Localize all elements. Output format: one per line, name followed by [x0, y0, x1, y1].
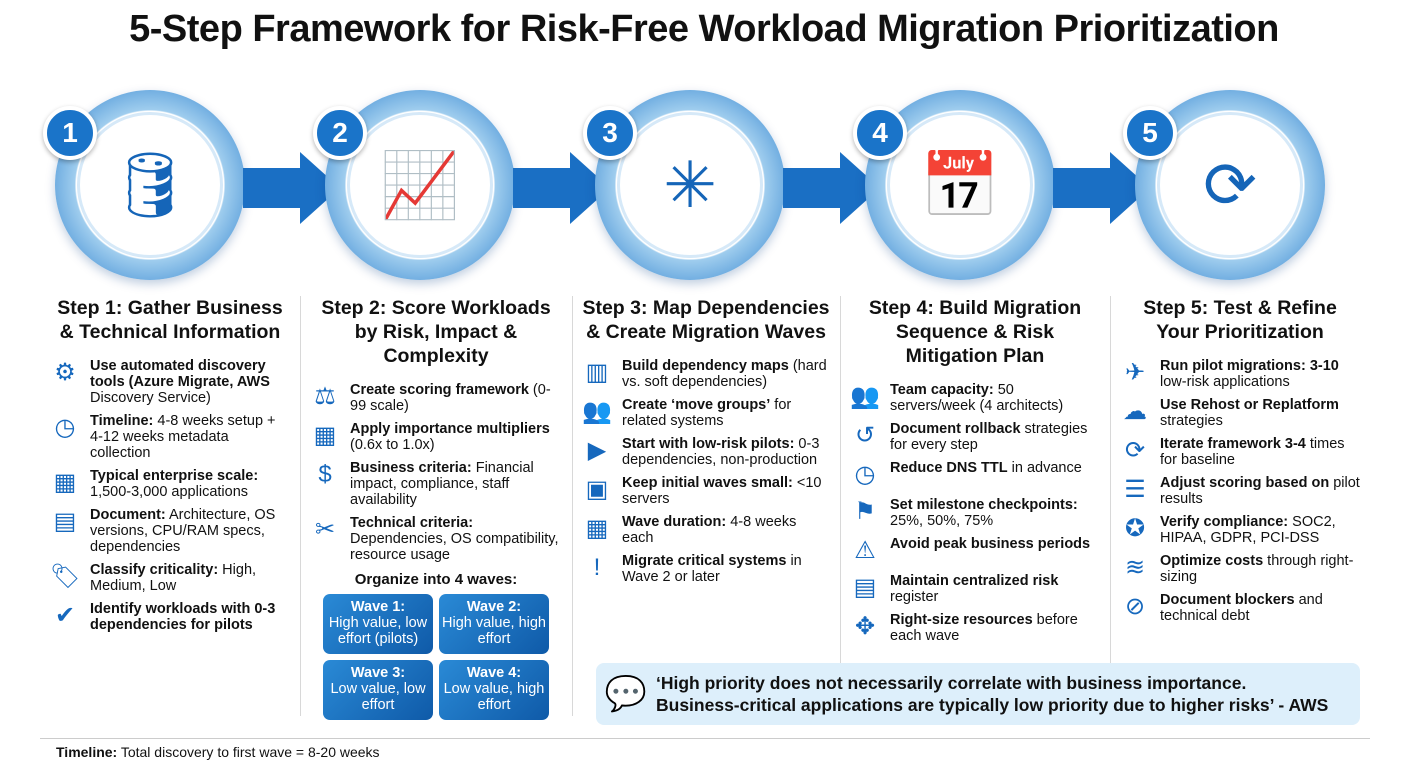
- step-number-badge: 5: [1123, 106, 1177, 160]
- item-bold: Adjust scoring based on: [1160, 475, 1330, 491]
- list-item: [310, 382, 562, 414]
- step-arrow-shaft: [513, 168, 573, 208]
- step-1-column: [40, 296, 300, 640]
- table-icon: ▦: [53, 469, 77, 496]
- list-item: [1120, 397, 1360, 429]
- calendar-shield-icon: 📅: [887, 112, 1033, 258]
- step-5-column: [1110, 296, 1370, 631]
- register-icon: ▤: [853, 574, 877, 601]
- group-icon: 👥: [582, 398, 612, 425]
- item-text: 4-8 weeks each: [622, 514, 797, 546]
- footer-timeline: [56, 744, 380, 760]
- item-text: times for baseline: [1160, 436, 1345, 468]
- item-bold: Timeline:: [90, 413, 154, 429]
- step-number-badge: 4: [853, 106, 907, 160]
- gear-icon: ⚙: [54, 359, 76, 386]
- item-bold: Migrate critical systems: [622, 553, 787, 569]
- item-bold: Document blockers: [1160, 592, 1295, 608]
- list-item: [310, 460, 562, 508]
- sliders-icon: ☰: [1124, 476, 1146, 503]
- list-item: [50, 413, 290, 461]
- item-text: 50 servers/week (4 architects): [890, 382, 1064, 414]
- item-text: Financial impact, compliance, staff availability: [350, 460, 534, 508]
- coins-icon: ≋: [1124, 554, 1146, 581]
- footer-text: Total discovery to first wave = 8-20 weeks: [117, 744, 380, 760]
- list-item: [850, 382, 1100, 414]
- wave-4-card: [439, 660, 549, 720]
- wave-label: Wave 2:: [466, 599, 522, 615]
- item-bold: Create scoring framework: [350, 382, 529, 398]
- step-2-circle: [325, 90, 525, 280]
- item-bold: Use automated discovery tools (Azure Migrate, AWS: [90, 358, 270, 390]
- chart-clipboard-icon: 📈: [347, 112, 493, 258]
- item-bold: Iterate framework 3-4: [1160, 436, 1306, 452]
- list-item: [1120, 514, 1360, 546]
- quote-line-1: ‘High priority does not necessarily correlate with business importance.: [656, 673, 1247, 693]
- step-heading: Step 4: Build Migration Sequence & Risk Mitigation Plan: [868, 297, 1082, 367]
- item-bold: Reduce DNS TTL: [890, 460, 1008, 476]
- item-text: 25%, 50%, 75%: [890, 513, 994, 529]
- calculator-icon: ▦: [313, 422, 337, 449]
- list-item: [50, 507, 290, 555]
- item-text: <10 servers: [622, 475, 822, 507]
- list-item: [582, 514, 830, 546]
- item-bold: Optimize costs: [1160, 553, 1264, 569]
- item-text: strategies: [1160, 413, 1223, 429]
- wave-desc: High value, high effort: [442, 615, 546, 647]
- footer-divider: [40, 738, 1370, 739]
- column-divider: [1110, 296, 1111, 716]
- check-circle-icon: ✔: [54, 602, 76, 629]
- list-item: [1120, 553, 1360, 585]
- list-item: [582, 436, 830, 468]
- undo-icon: ↺: [854, 422, 876, 449]
- wave-2-card: [439, 594, 549, 654]
- item-bold: Business criteria:: [350, 460, 472, 476]
- calendar-icon: ▦: [585, 515, 609, 542]
- item-text: through right-sizing: [1160, 553, 1354, 585]
- step-5-circle: [1135, 90, 1335, 280]
- document-icon: ▤: [53, 508, 77, 535]
- item-bold: Avoid peak business periods: [890, 536, 1091, 552]
- column-divider: [840, 296, 841, 716]
- item-text: strategies for every step: [890, 421, 1088, 453]
- list-item: [50, 468, 290, 500]
- item-bold: Verify compliance:: [1160, 514, 1289, 530]
- chat-icon: 💬: [604, 675, 648, 713]
- list-item: [582, 475, 830, 507]
- badge-icon: ✪: [1124, 515, 1146, 542]
- tools-icon: ✂: [314, 516, 336, 543]
- item-text: 4-8 weeks setup + 4-12 weeks metadata collection: [90, 413, 276, 461]
- list-item: [582, 358, 830, 390]
- refresh-icon: ⟳: [1157, 112, 1303, 258]
- item-bold: Apply importance multipliers: [350, 421, 550, 437]
- step-number-badge: 1: [43, 106, 97, 160]
- step-4-column: [840, 296, 1110, 651]
- cloud-upload-icon: ☁: [1123, 398, 1147, 425]
- item-text: High, Medium, Low: [90, 562, 257, 594]
- step-heading: Step 2: Score Workloads by Risk, Impact & Complexity: [321, 297, 551, 367]
- item-text: and technical debt: [1160, 592, 1323, 624]
- item-bold: Technical criteria:: [350, 515, 474, 531]
- list-item: [310, 421, 562, 453]
- item-text: low-risk applications: [1160, 374, 1290, 390]
- item-text: (hard vs. soft dependencies): [622, 358, 827, 390]
- item-text: Dependencies, OS compatibility, resource usage: [350, 531, 559, 563]
- step-3-circle: [595, 90, 795, 280]
- dollar-icon: $: [318, 461, 332, 488]
- item-text: in Wave 2 or later: [622, 553, 802, 585]
- clock-icon: ◷: [54, 414, 76, 441]
- step-arrow-shaft: [1053, 168, 1113, 208]
- quote-line-2: Business-critical applications are typically low priority due to higher risks’ - AWS: [656, 695, 1329, 715]
- step-number-badge: 2: [313, 106, 367, 160]
- column-divider: [300, 296, 301, 716]
- ban-icon: ⊘: [1124, 593, 1146, 620]
- list-item: [582, 397, 830, 429]
- item-text: before each wave: [890, 612, 1078, 644]
- item-bold: Use Rehost or Replatform: [1160, 397, 1339, 413]
- item-bold: Build dependency maps: [622, 358, 789, 374]
- wave-desc: High value, low effort (pilots): [328, 615, 428, 647]
- list-item: [582, 553, 830, 585]
- step-4-circle: [865, 90, 1065, 280]
- box-icon: ▣: [585, 476, 609, 503]
- step-3-column: [572, 296, 840, 592]
- scale-icon: ⚖: [314, 383, 336, 410]
- wave-label: Wave 1:: [350, 599, 406, 615]
- item-text: (0.6x to 1.0x): [350, 437, 435, 453]
- step-2-column: [300, 296, 572, 720]
- step-arrow-shaft: [243, 168, 303, 208]
- item-bold: Right-size resources: [890, 612, 1033, 628]
- waves-title: Organize into 4 waves:: [354, 571, 518, 588]
- wave-desc: Low value, low effort: [330, 681, 426, 713]
- list-item: [1120, 358, 1360, 390]
- clock-icon: ◷: [854, 461, 876, 488]
- aws-quote-box: [596, 663, 1360, 725]
- list-item: [850, 460, 1100, 490]
- item-text: (0-99 scale): [350, 382, 551, 414]
- item-bold: Classify criticality:: [90, 562, 219, 578]
- item-text: 1,500-3,000 applications: [90, 484, 249, 500]
- wave-1-card: [323, 594, 433, 654]
- list-item: [850, 497, 1100, 529]
- list-item: [1120, 475, 1360, 507]
- item-bold: Typical enterprise scale:: [90, 468, 259, 484]
- step-number-badge: 3: [583, 106, 637, 160]
- step-heading: Step 1: Gather Business & Technical Information: [57, 297, 283, 343]
- item-text: 0-3 dependencies, non-production: [622, 436, 820, 468]
- plane-icon: ✈: [1124, 359, 1146, 386]
- item-bold: Set milestone checkpoints:: [890, 497, 1078, 513]
- item-bold: Wave duration:: [622, 514, 727, 530]
- item-text: in advance: [1007, 460, 1082, 476]
- team-icon: 👥: [850, 383, 880, 410]
- item-bold: Team capacity:: [890, 382, 994, 398]
- warning-icon: ⚠: [854, 537, 876, 564]
- item-bold: Maintain centralized risk: [890, 573, 1059, 589]
- item-text: SOC2, HIPAA, GDPR, PCI-DSS: [1160, 514, 1336, 546]
- list-item: [1120, 436, 1360, 468]
- item-bold: Document:: [90, 507, 166, 523]
- network-icon: ✳: [617, 112, 763, 258]
- item-text: Discovery Service): [90, 390, 211, 406]
- step-arrow-shaft: [783, 168, 843, 208]
- list-item: [850, 612, 1100, 644]
- footer-label: Timeline:: [56, 744, 118, 760]
- list-item: [1120, 592, 1360, 624]
- list-item: [850, 536, 1100, 566]
- list-item: [850, 573, 1100, 605]
- list-item: [310, 515, 562, 563]
- flag-icon: ⚑: [854, 498, 876, 525]
- item-bold: Start with low-risk pilots:: [622, 436, 795, 452]
- item-bold: Keep initial waves small:: [622, 475, 793, 491]
- step-heading: Step 5: Test & Refine Your Prioritization: [1143, 297, 1337, 343]
- item-text: Architecture, OS versions, CPU/RAM specs, dependencies: [90, 507, 276, 555]
- resize-icon: ✥: [854, 613, 876, 640]
- play-icon: ▶: [587, 437, 607, 464]
- list-item: [50, 601, 290, 633]
- item-bold: Document rollback: [890, 421, 1021, 437]
- wave-desc: Low value, high effort: [443, 681, 545, 713]
- step-heading: Step 3: Map Dependencies & Create Migration Waves: [582, 297, 830, 343]
- list-item: [50, 358, 290, 406]
- tag-icon: 🏷: [50, 563, 81, 590]
- sync-icon: ⟳: [1124, 437, 1146, 464]
- wave-label: Wave 4:: [466, 665, 522, 681]
- wave-3-card: [323, 660, 433, 720]
- item-text: for related systems: [622, 397, 792, 429]
- page-title: 5-Step Framework for Risk-Free Workload Migration Prioritization: [129, 8, 1279, 50]
- item-text: pilot results: [1160, 475, 1360, 507]
- list-item: [50, 562, 290, 594]
- alert-icon: !: [593, 554, 601, 581]
- step-1-circle: [55, 90, 255, 280]
- item-bold: Run pilot migrations: 3-10: [1160, 358, 1339, 374]
- wave-label: Wave 3:: [350, 665, 406, 681]
- item-bold: Create ‘move groups’: [622, 397, 771, 413]
- item-bold: Identify workloads with 0-3 dependencies for pilots: [90, 601, 276, 633]
- item-text: register: [890, 589, 939, 605]
- map-icon: ▥: [585, 359, 609, 386]
- column-divider: [572, 296, 573, 716]
- database-search-icon: 🛢: [77, 112, 223, 258]
- list-item: [850, 421, 1100, 453]
